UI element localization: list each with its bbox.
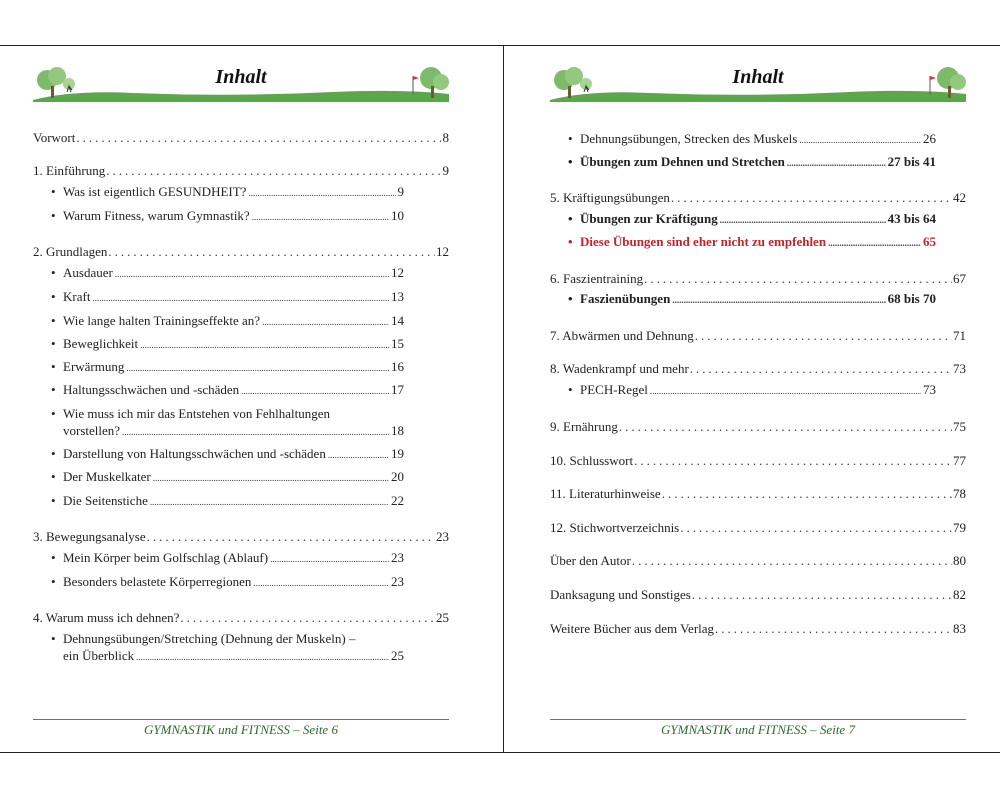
toc-page: 83	[953, 621, 966, 636]
footer-rule	[33, 719, 449, 720]
toc-label: Die Seitenstiche	[63, 493, 148, 508]
toc-chapter	[550, 361, 966, 377]
toc-page: 9	[442, 163, 449, 178]
toc-label: Mein Körper beim Golfschlag (Ablauf)	[63, 550, 269, 565]
toc-page: 19	[391, 446, 404, 461]
toc-page: 23	[391, 574, 404, 589]
toc-label: ein Überblick	[63, 648, 135, 663]
toc-page: 82	[953, 587, 966, 602]
toc-label: Weitere Bücher aus dem Verlag	[550, 621, 715, 636]
toc-label: PECH-Regel	[580, 382, 648, 397]
toc-page: 73	[953, 361, 966, 376]
toc-page: 20	[391, 469, 404, 484]
toc-label: 8. Wadenkrampf und mehr	[550, 361, 689, 376]
frame-bottom-line	[0, 752, 1000, 753]
toc-chapter	[550, 553, 966, 569]
toc-chapter	[550, 587, 966, 603]
toc-page: 12	[436, 244, 449, 259]
toc-label: 5. Kräftigungsübungen	[550, 190, 670, 205]
toc-label: 7. Abwärmen und Dehnung	[550, 328, 694, 343]
toc-label: Darstellung von Haltungsschwächen und -schäden	[63, 446, 326, 461]
toc-label: 9. Ernährung	[550, 419, 618, 434]
toc-chapter	[550, 621, 966, 637]
toc-label: 3. Bewegungsanalyse	[33, 529, 146, 544]
toc-label: 2. Grundlagen	[33, 244, 108, 259]
right-page: Inhalt • Dehnungsübungen, Strecken des Muskels ..... 26 • Übungen zum Dehnen und Stretchen ..... 27 bis 41 5. Kräftigungsübungen ..... 42 • Übungen zur Kräftigung ..... 43 bis 64 • Diese Übungen sind eher nicht zu empfehlen ..... 65 6. Faszientraining ..... 67 • Faszienübungen ..... 68 bis 70 7. Abwärmen und Dehnung ..... 71 8. Wadenkrampf und mehr ..... 73 • PECH-Regel ..... 73 9. Ernährung ..... 75 10. Schlusswort ..... 77 11. Literaturhinweise ..... 78 12. Stichwortverzeichnis ..... 79 Über den Autor ..... 80 Danksagung und Sonstiges ..... 82 Weitere Bücher aus dem Verlag ..... 83 GYMNASTIK und FITNESS – Seite 7	[550, 46, 966, 752]
toc-page: 78	[953, 486, 966, 501]
toc-label: 4. Warum muss ich dehnen?	[33, 610, 180, 625]
toc-label: Der Muskelkater	[63, 469, 151, 484]
toc-chapter	[33, 130, 449, 146]
toc-page: 26	[923, 131, 936, 146]
toc-page: 67	[953, 271, 966, 286]
toc-page: 75	[953, 419, 966, 434]
toc-page: 25	[391, 648, 404, 663]
toc-chapter	[33, 529, 449, 545]
toc-label: Faszienübungen	[580, 291, 671, 306]
toc-label: Dehnungsübungen, Strecken des Muskels	[580, 131, 798, 146]
toc-page: 12	[391, 265, 404, 280]
toc-label: Wie lange halten Trainingseffekte an?	[63, 313, 261, 328]
toc-label: Besonders belastete Körperregionen	[63, 574, 252, 589]
toc-chapter	[550, 520, 966, 536]
toc-label: Ausdauer	[63, 265, 113, 280]
toc-page: 16	[391, 359, 404, 374]
toc-chapter	[33, 244, 449, 260]
page-footer: GYMNASTIK und FITNESS – Seite 7	[661, 722, 855, 737]
toc-label: Kraft	[63, 289, 91, 304]
toc-label: Was ist eigentlich GESUNDHEIT?	[63, 184, 247, 199]
toc-page: 18	[391, 423, 404, 438]
toc-page: 68 bis 70	[887, 291, 936, 306]
toc-page: 80	[953, 553, 966, 568]
toc-page: 77	[953, 453, 966, 468]
toc-label: Vorwort	[33, 130, 76, 145]
toc-label: 6. Faszientraining	[550, 271, 644, 286]
toc-page: 8	[442, 130, 449, 145]
toc-label: vorstellen?	[63, 423, 121, 438]
toc-page: 23	[391, 550, 404, 565]
toc-label: 10. Schlusswort	[550, 453, 634, 468]
page-title: Inhalt	[215, 66, 267, 88]
toc-chapter	[550, 486, 966, 502]
toc-label: Wie muss ich mir das Entstehen von Fehlhaltungen	[63, 406, 331, 421]
toc-label: Diese Übungen sind eher nicht zu empfehlen	[580, 234, 827, 249]
toc-label: Haltungsschwächen und -schäden	[63, 382, 240, 397]
left-page: Inhalt Vorwort ..... 8 1. Einführung ..... 9 • Was ist eigentlich GESUNDHEIT? ..... 9 • Warum Fitness, warum Gymnastik? ..... 10 2. Grundlagen ..... 12 • Ausdauer ..... 12 • Kraft ..... 13 • Wie lange halten Trainingseffekte an? ..... 14 • Beweglichkeit ..... 15 • Erwärmung ..... 16 • Haltungsschwächen und -schäden ..... 17 • Wie muss ich mir das Entstehen von Fehlhaltungen vorstellen? ..... 18 • Darstellung von Haltungsschwächen und -schäden ..... 19 • Der Muskelkater ..... 20 • Die Seitenstiche ..... 22 3. Bewegungsanalyse ..... 23 • Mein Körper beim Golfschlag (Ablauf) ..... 23 • Besonders belastete Körperregionen ..... 23 4. Warum muss ich dehnen? ..... 25 • Dehnungsübungen/Stretching (Dehnung der Muskeln) – ein Überblick ..... 25 GYMNASTIK und FITNESS – Seite 6	[33, 46, 449, 752]
toc-label: Übungen zur Kräftigung	[580, 211, 718, 226]
toc-label: Übungen zum Dehnen und Stretchen	[580, 154, 785, 169]
toc-label: Erwärmung	[63, 359, 125, 374]
toc-chapter	[550, 419, 966, 435]
toc-label: Warum Fitness, warum Gymnastik?	[63, 208, 250, 223]
toc-page: 10	[391, 208, 404, 223]
toc-label: 1. Einführung	[33, 163, 106, 178]
toc-chapter	[550, 328, 966, 344]
toc-page: 23	[436, 529, 449, 544]
toc-label: 12. Stichwortverzeichnis	[550, 520, 680, 535]
toc-chapter	[550, 271, 966, 287]
toc-page: 42	[953, 190, 966, 205]
page-footer: GYMNASTIK und FITNESS – Seite 6	[144, 722, 338, 737]
toc-label: Über den Autor	[550, 553, 631, 568]
toc-page: 9	[397, 184, 404, 199]
toc-page: 25	[436, 610, 449, 625]
toc-page: 43 bis 64	[887, 211, 936, 226]
page-title: Inhalt	[732, 66, 784, 88]
toc-chapter	[33, 610, 449, 626]
footer-rule	[550, 719, 966, 720]
toc-page: 79	[953, 520, 966, 535]
toc-label: 11. Literaturhinweise	[550, 486, 661, 501]
toc-page: 27 bis 41	[887, 154, 936, 169]
toc-chapter	[33, 163, 449, 179]
toc-page: 13	[391, 289, 404, 304]
toc-label: Dehnungsübungen/Stretching (Dehnung der Muskeln) –	[63, 631, 356, 646]
toc-label: Beweglichkeit	[63, 336, 139, 351]
toc-chapter	[550, 190, 966, 206]
toc-page: 65	[923, 234, 936, 249]
spine-line	[503, 45, 504, 753]
toc-page: 73	[923, 382, 936, 397]
toc-label: Danksagung und Sonstiges	[550, 587, 691, 602]
toc-page: 71	[953, 328, 966, 343]
toc-page: 17	[391, 382, 404, 397]
toc-page: 14	[391, 313, 404, 328]
toc-page: 15	[391, 336, 404, 351]
toc-chapter	[550, 453, 966, 469]
toc-page: 22	[391, 493, 404, 508]
